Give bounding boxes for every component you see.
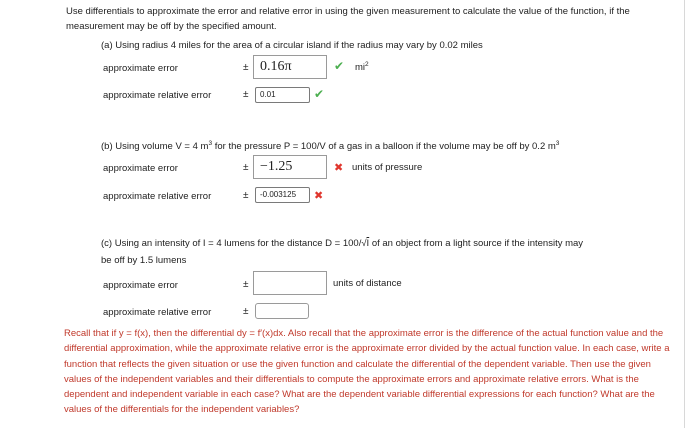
- part-a-relative-input[interactable]: 0.01: [255, 87, 310, 103]
- part-b-relative-label: approximate relative error: [103, 191, 212, 202]
- plus-minus-sign: ±: [243, 162, 249, 173]
- plus-minus-sign: ±: [243, 62, 249, 73]
- part-c-error-label: approximate error: [103, 280, 178, 291]
- plus-minus-sign: ±: [243, 190, 249, 201]
- correct-check-icon: ✔: [314, 87, 325, 101]
- part-b-error-unit: units of pressure: [352, 162, 423, 173]
- correct-check-icon: ✔: [334, 59, 345, 73]
- incorrect-x-icon: ✖: [314, 190, 324, 202]
- part-a-error-label: approximate error: [103, 63, 178, 74]
- hint-text: Recall that if y = f(x), then the differential dy = f′(x)dx. Also recall that the approximate error is the difference of the actual function value and the differential approximation, while the approximate relative error is the approximate error divided by the actual function value. In each case, write a function that reflects the given situation or use the given function and calculate the differential of the dependent variable. Then use the given values of the independent variables and their differentials to compute the approximate errors and approximate relative errors. What is the dependent and independent variable in each case? What are the dependent variable differential expressions for each function? What are the values of the differentials for the independent variables?: [64, 328, 670, 416]
- part-b-heading: (b) Using volume V = 4 $m^3$ for the pressure P = 100/V of a gas in a balloon if the volume may be off by 0.2 $m^3$: [101, 140, 560, 153]
- plus-minus-sign: ±: [243, 279, 249, 290]
- part-a-error-input[interactable]: 0.16π: [253, 55, 327, 79]
- part-c-heading: (c) Using an intensity of I = 4 lumens for the distance D = 100/√I of an object from a light source if the intensity may: [101, 238, 584, 249]
- plus-minus-sign: ±: [243, 89, 249, 100]
- part-c-heading-continued: be off by 1.5 lumens: [101, 255, 187, 266]
- plus-minus-sign: ±: [243, 306, 249, 317]
- question-intro: Use differentials to approximate the error and relative error in using the given measurement to calculate the value of the function, if the measurement may be off by the specified amount.: [66, 6, 630, 32]
- part-a-relative-label: approximate relative error: [103, 90, 212, 101]
- part-a-heading: (a) Using radius 4 miles for the area of a circular island if the radius may vary by 0.02 miles: [101, 40, 483, 51]
- part-b-error-input[interactable]: −1.25: [253, 155, 327, 179]
- part-a-error-unit: $mi^2$: [355, 61, 369, 74]
- part-c-relative-label: approximate relative error: [103, 307, 212, 318]
- part-b-error-label: approximate error: [103, 163, 178, 174]
- incorrect-x-icon: ✖: [334, 162, 344, 174]
- part-c-error-input[interactable]: [253, 271, 327, 295]
- part-b-relative-input[interactable]: -0.003125: [255, 187, 310, 203]
- part-c-relative-input[interactable]: [255, 303, 309, 319]
- part-c-error-unit: units of distance: [333, 278, 402, 289]
